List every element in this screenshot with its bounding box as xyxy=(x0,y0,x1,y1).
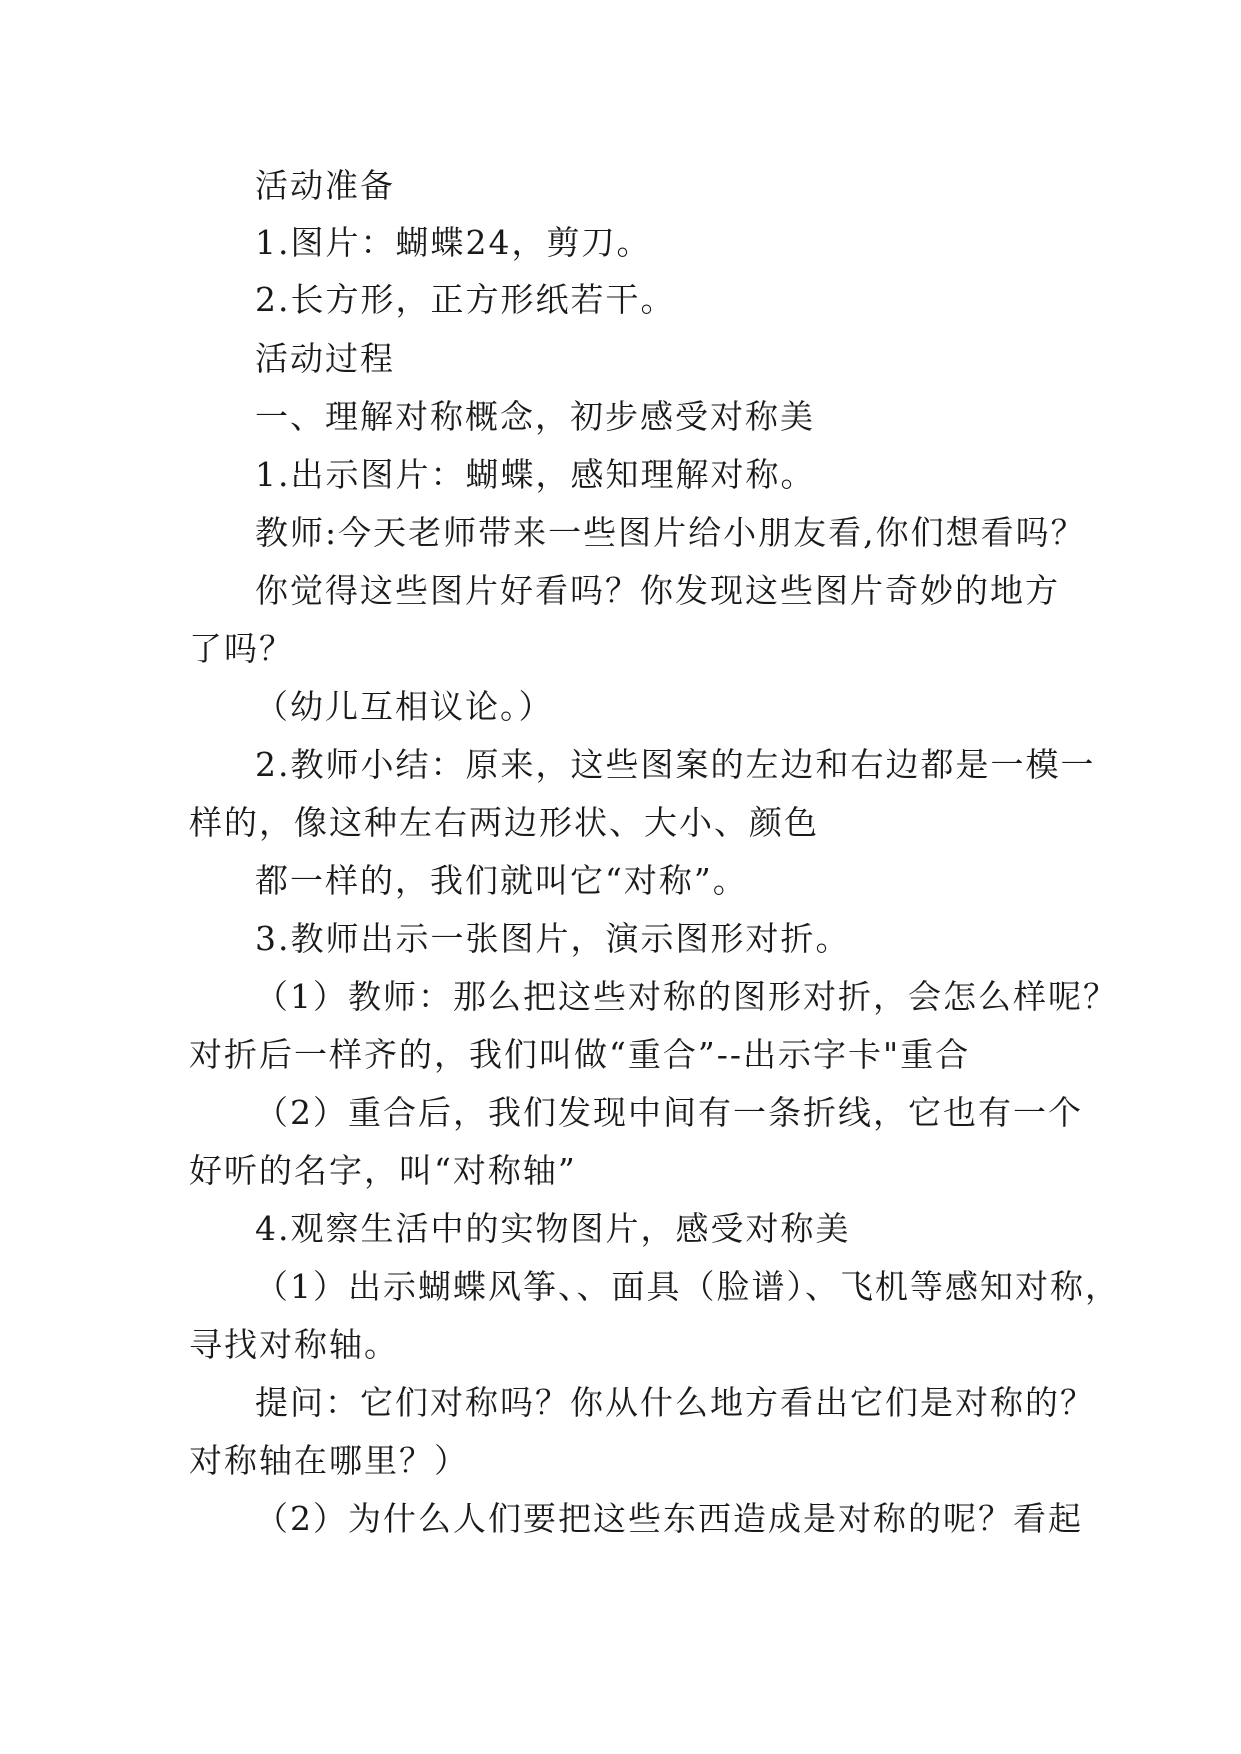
paragraph-line: 好听的名字，叫“对称轴” xyxy=(189,1151,577,1190)
paragraph-line: 样的，像这种左右两边形状、大小、颜色 xyxy=(189,803,819,842)
list-item-materials-2: 2.长方形，正方形纸若干。 xyxy=(255,280,676,319)
paragraph-line: 对折后一样齐的，我们叫做“重合”--出示字卡"重合 xyxy=(189,1035,971,1074)
heading-activity-process: 活动过程 xyxy=(255,339,395,378)
substep-4-1: （1）出示蝴蝶风筝、、面具（脸谱）、飞机等感知对称， xyxy=(255,1267,1120,1306)
step-3: 3.教师出示一张图片，演示图形对折。 xyxy=(255,919,851,958)
teacher-line: 教师:今天老师带来一些图片给小朋友看,你们想看吗？ xyxy=(255,513,1086,552)
paragraph-line: 了吗？ xyxy=(189,629,294,668)
paragraph-line: 你觉得这些图片好看吗？你发现这些图片奇妙的地方 xyxy=(255,571,1060,610)
substep-3-1: （1）教师：那么把这些对称的图形对折，会怎么样呢？ xyxy=(255,977,1118,1016)
step-4: 4.观察生活中的实物图片，感受对称美 xyxy=(255,1209,851,1248)
paragraph-line: 都一样的，我们就叫它“对称”。 xyxy=(255,861,748,900)
list-item-materials-1: 1.图片：蝴蝶24，剪刀。 xyxy=(255,223,652,262)
paragraph-line: 寻找对称轴。 xyxy=(189,1325,399,1364)
substep-4-2: （2）为什么人们要把这些东西造成是对称的呢？看起 xyxy=(255,1499,1083,1538)
paragraph-line: 对称轴在哪里？） xyxy=(189,1441,469,1480)
heading-activity-preparation: 活动准备 xyxy=(255,166,395,205)
step-1: 1.出示图片：蝴蝶，感知理解对称。 xyxy=(255,455,816,494)
substep-3-2: （2）重合后，我们发现中间有一条折线，它也有一个 xyxy=(255,1093,1083,1132)
step-2: 2.教师小结：原来，这些图案的左边和右边都是一模一 xyxy=(255,745,1096,784)
paragraph-line: （幼儿互相议论。） xyxy=(255,687,554,726)
question-line: 提问：它们对称吗？你从什么地方看出它们是对称的？ xyxy=(255,1383,1095,1422)
section-heading-1: 一、理解对称概念，初步感受对称美 xyxy=(255,397,815,436)
